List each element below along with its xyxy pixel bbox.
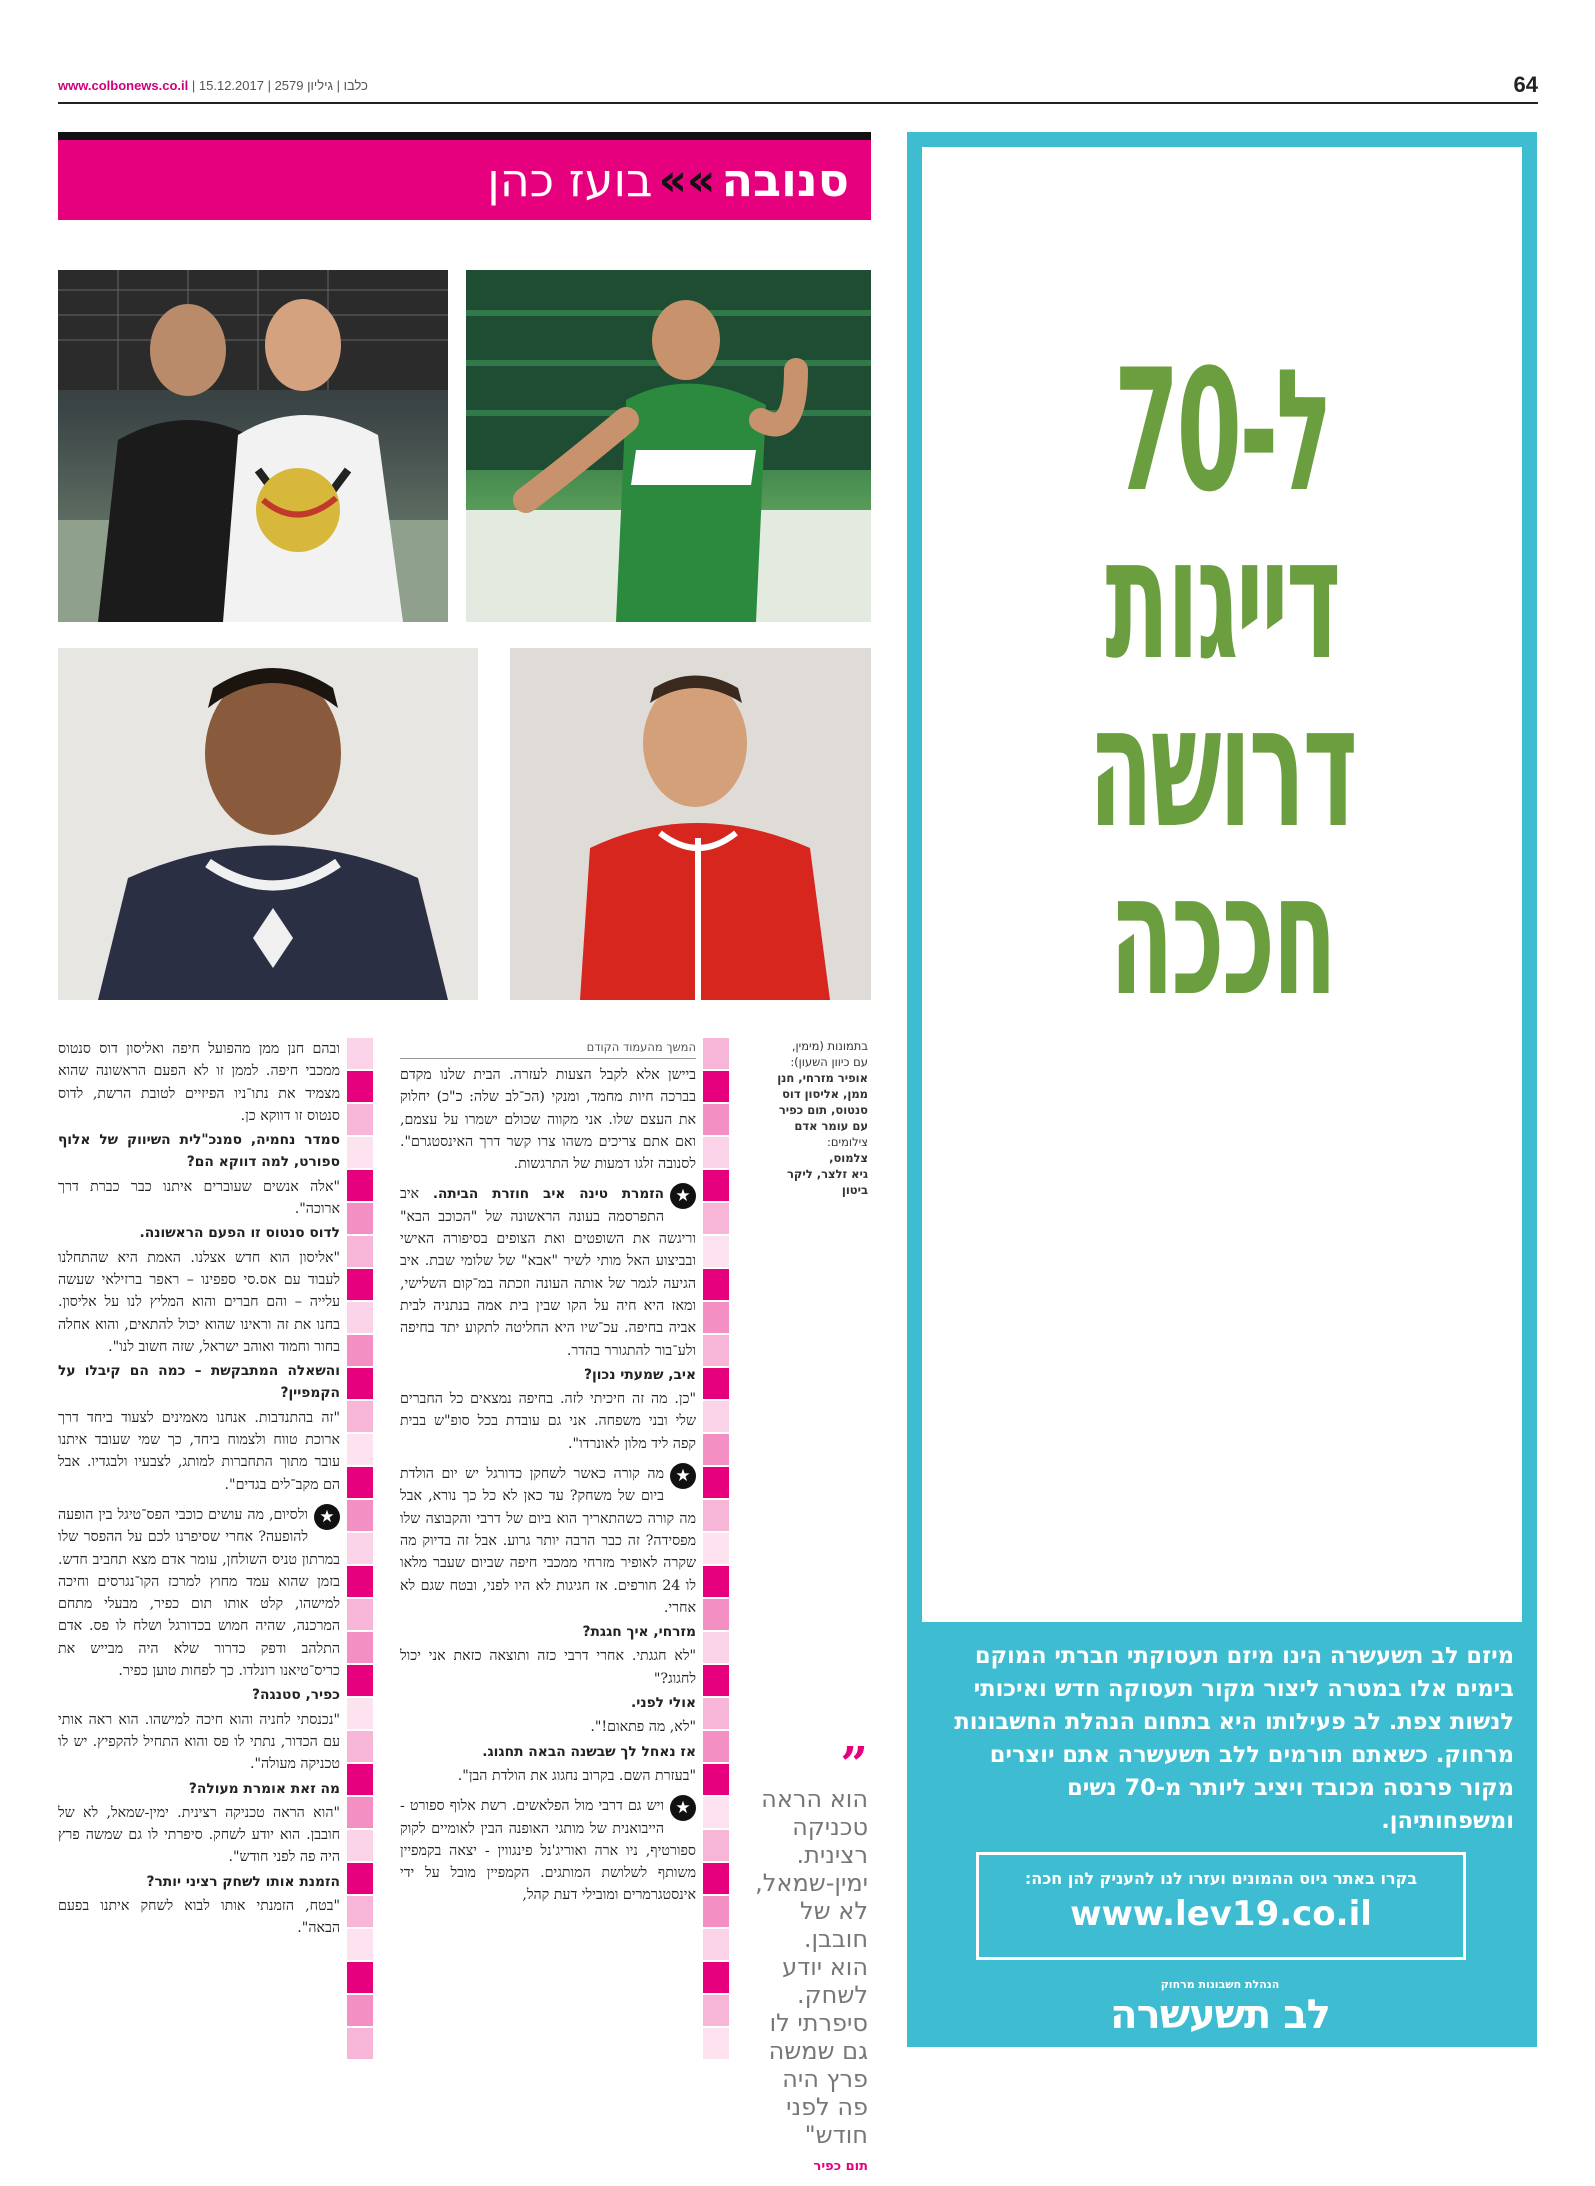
pull-quote-line: הוא יודע	[782, 1953, 868, 1981]
quote-mark-icon: ”	[840, 1737, 868, 1793]
strip-block	[347, 1434, 373, 1465]
strip-block	[703, 1104, 729, 1135]
ad-body-text: מיזם לב תשעשרה הינו מיזם תעסוקתי חברתי המוקם בימים אלו במטרה ליצור מקור תעסוקה חדש ואיכותי לנשות צפת. לב פעילותו היא בתחום הנהלת החשבונות מרחוק. כשאתם תורמים ללב תשעשרה אתם יוצרים מקור פרנסה מכובד ויציב ליותר מ-70 נשים ומשפחותיהן.	[954, 1643, 1514, 1834]
ad-cta-text: בקרו באתר גיוס ההמונים ועזרו לנו להעניק להן חכה:	[1024, 1869, 1418, 1888]
strip-block	[703, 1764, 729, 1795]
pull-quote-line: הוא הראה	[761, 1785, 868, 1813]
strip-block	[347, 1632, 373, 1663]
strip-block	[703, 1467, 729, 1498]
question: לדוס סנטוס זו הפעם הראשונה.	[139, 1225, 340, 1242]
paragraph-text: מה קורה כאשר לשחקן כדורגל יש יום הולדת ביום של משחק? עד כאן לא כל כך נורא, אבל מה קורה כשהתאריך הוא ביום של דרבי והקבוצה שלו מפסידה? זה כבר הרבה יותר גרוע. אבל זה בדיוק מה שקרה לאופיר מזרחי ממכבי חיפה שביום שעבר מלאו לו 24 חורפים. אז חגיגות לא היו לפני, ובטח שגם לא אחרי.	[400, 1466, 696, 1616]
strip-block	[703, 1599, 729, 1630]
caption-names: עם עומר אדם	[794, 1119, 868, 1133]
strip-block	[703, 1368, 729, 1399]
strip-block	[347, 1302, 373, 1333]
question: מה זאת אומרת מעולה?	[188, 1780, 340, 1797]
photo-caption	[746, 1038, 868, 1198]
strip-block	[703, 1236, 729, 1267]
paragraph	[400, 1795, 696, 1906]
strip-block	[347, 1698, 373, 1729]
strip-block	[347, 1995, 373, 2026]
strip-block	[347, 1104, 373, 1135]
strip-block	[347, 1071, 373, 1102]
strip-block	[347, 1764, 373, 1795]
strip-block	[703, 2028, 729, 2059]
paragraph-text: ולסיום, מה עושים כוכבי הפס־טיגל בין הופעה להופעה? אחרי שסיפרנו לכם על ההפסר שלו במרתון טניס השולחן, עומר אדם מצא תחביב חדש. בזמן שהוא עמד מחוץ למרכז הקו־נגרסים וחיכה למישהו, קלט אותו תום כפיר, מבעלי מתחם המרכנה, שהיה חמוש בכדורגל ושלח לו פס. אדם התלהב ודפק כדרור שלא היה מבייש את כריס־טיאנו רונלדו. כך לפחות טוען כפיר.	[58, 1506, 340, 1680]
ad-headline-line: ל-70	[1113, 333, 1331, 529]
strip-block	[347, 1170, 373, 1201]
site-url[interactable]: www.colbonews.co.il	[58, 78, 189, 93]
strip-block	[703, 1566, 729, 1597]
strip-block	[347, 1368, 373, 1399]
column-author: בועז כהן	[487, 153, 653, 207]
arrows-icon: »»	[658, 154, 716, 206]
answer: "זה בהתנדבות. אנחנו מאמינים לצעוד ביחד דרך ארוכת טווח ולצמוח ביחד, כך שמי שעובד איתנו עובר מתוך התחברות למותג, לצבעיו ולבגדיו. אבל הם מקב־לים בגדים".	[58, 1409, 340, 1493]
caption-photo-label: צילומים:	[827, 1135, 868, 1149]
caption-credits: ביטון	[841, 1183, 868, 1197]
strip-block	[347, 1566, 373, 1597]
star-icon: ★	[670, 1183, 696, 1209]
question: הזמנת אותו לשחק רציני יותר?	[146, 1873, 340, 1890]
strip-block	[703, 1896, 729, 1927]
strip-block	[347, 1236, 373, 1267]
ad-headline-panel	[922, 147, 1522, 1622]
column-kicker: סנובה	[721, 153, 849, 207]
paragraph	[58, 1504, 340, 1682]
caption-credits: גיא זלצר, ליקר	[787, 1167, 868, 1181]
strip-block	[703, 1401, 729, 1432]
pull-quote	[746, 1737, 868, 2174]
strip-block	[347, 1038, 373, 1069]
strip-block	[347, 1830, 373, 1861]
strip-block	[347, 1137, 373, 1168]
strip-block	[703, 1632, 729, 1663]
pull-quote-line: גם שמשה	[768, 2037, 868, 2065]
question: אולי לפני.	[631, 1695, 696, 1712]
strip-block	[347, 1335, 373, 1366]
strip-block	[703, 1929, 729, 1960]
caption-names: ממן, אליסון דוס	[782, 1087, 868, 1101]
photo-mamman-dossantos	[58, 270, 448, 622]
answer: "אלה אנשים שעוברים איתנו כבר כברת דרך ארוכה".	[58, 1178, 340, 1218]
pull-quote-line: לא של	[800, 1897, 868, 1925]
strip-block	[703, 1665, 729, 1696]
paragraph	[400, 1463, 696, 1619]
strip-block	[703, 1434, 729, 1465]
strip-block	[347, 1929, 373, 1960]
star-icon: ★	[670, 1463, 696, 1489]
strip-block	[703, 1302, 729, 1333]
answer: "בטח, הזמנתי אותו לבוא לשחק איתנו בפעם הבאה".	[58, 1897, 340, 1937]
page-number: 64	[1513, 72, 1538, 97]
pull-quote-line: סיפרתי לו	[769, 2009, 868, 2037]
caption-names: סנטוס, תום כפיר	[778, 1103, 868, 1117]
decor-strip	[347, 1038, 373, 2061]
strip-block	[703, 1335, 729, 1366]
pull-quote-line: טכניקה	[792, 1813, 868, 1841]
strip-block	[347, 1500, 373, 1531]
ad-cta-box[interactable]	[976, 1852, 1466, 1960]
strip-block	[703, 1203, 729, 1234]
star-icon: ★	[670, 1795, 696, 1821]
strip-block	[703, 1995, 729, 2026]
decor-strip	[703, 1038, 729, 2061]
strip-block	[347, 1665, 373, 1696]
strip-block	[347, 2028, 373, 2059]
answer: "לא חגגתי. אחרי דרבי כזה ותוצאה כזאת אני יכול לחגוג?"	[400, 1648, 696, 1687]
pull-quote-text	[746, 1785, 868, 2149]
strip-block	[347, 1863, 373, 1894]
strip-block	[347, 1269, 373, 1300]
strip-block	[703, 1500, 729, 1531]
strip-block	[347, 1731, 373, 1762]
ad-logo: לב תשעשרה	[1110, 1992, 1330, 2038]
strip-block	[703, 1533, 729, 1564]
article-column-left	[58, 1038, 340, 1942]
strip-block	[347, 1467, 373, 1498]
strip-block	[347, 1203, 373, 1234]
column-banner	[58, 132, 871, 220]
column-rule	[400, 1058, 696, 1059]
strip-block	[347, 1962, 373, 1993]
strip-block	[703, 1830, 729, 1861]
caption-names: אופיר מזרחי, חנן	[777, 1071, 868, 1085]
paragraph	[400, 1183, 696, 1361]
question: איב, שמעתי נכון?	[583, 1366, 696, 1383]
caption-line: עם כיוון השעון):	[790, 1055, 868, 1069]
question: מזרחי, איך חגגת?	[582, 1624, 696, 1641]
ad-headline-line: דרושה	[1088, 669, 1356, 865]
answer: "כן. מה זה חיכיתי לזה. בחיפה נמצאים כל החברים שלי ובני משפחה. אני גם עובדת בכל סופ"ש בבית קפה ליד מלון לאונרדו".	[400, 1391, 696, 1452]
caption-credits: צלמוס,	[829, 1151, 868, 1165]
strip-block	[703, 1863, 729, 1894]
photo-ofir-mizrahi	[466, 270, 871, 622]
header-rule	[58, 102, 1538, 104]
strip-block	[703, 1269, 729, 1300]
strip-block	[347, 1896, 373, 1927]
star-icon: ★	[314, 1504, 340, 1530]
strip-block	[703, 1797, 729, 1828]
strip-block	[703, 1731, 729, 1762]
page-header-info	[58, 78, 368, 93]
pull-quote-line: רצינית.	[796, 1841, 868, 1869]
pull-quote-line: ימין-שמאל,	[755, 1869, 868, 1897]
paragraph-text: איב התפרסמה בעונה הראשונה של "הכוכב הבא" וריגשה את השופטים ואת הצופים בסיפורה האישי ובביצוע האל מותי לשיר "אבא" של שלומי שבת. איב הגיעה לגמר של אותה העונה וזכתה במ־קום השלישי, ומאז היא חיה על הקו שבין בית אמה בנתניה לבית אביה בחיפה. עכ־שיו היא החליטה לתקוע יתד בחיפה ולע־בור להתגורר בהדר.	[400, 1186, 696, 1359]
pull-quote-credit: תום כפיר	[813, 2159, 868, 2174]
pull-quote-line: חובבן.	[803, 1925, 868, 1953]
question: כפיר, סטנגה?	[252, 1687, 340, 1704]
strip-block	[703, 1071, 729, 1102]
strip-block	[347, 1797, 373, 1828]
photo-ofir-mizrahi-red	[510, 648, 871, 1000]
paragraph-text: ויש גם דרבי מול הפלאשים. רשת אלוף ספורט - הייבואנית של מותגי האופנה הבין לאומיים לקוק ספורטיף, ניו ארה ואוריג'נל פינגווין - יצאה בקמפיין משותף לשלושת המותגים. הקמפיין מובל על ידי אינסטגרמרים ומובילי דעת קהל,	[400, 1798, 696, 1904]
ad-url-link[interactable]: www.lev19.co.il	[1070, 1894, 1372, 1934]
answer: "לא, מה פתאום!".	[590, 1719, 696, 1736]
question: אז נאחל לך שבשנה הבאה תחגוג.	[482, 1743, 696, 1760]
strip-block	[703, 1137, 729, 1168]
paragraph: ביישן אלא לקבל הצעות לעזרה. הבית שלנו מקדם בברכה חיות מחמד, ומנקי (הכ־לב שלה: כ"כ) יחלוק את העצם שלו. אני מקווה שכולם ישמרו על עצמם, ואם אתם צריכים משהו צרו קשר דרך האינסטגרם". לסנובה זלגו דמעות של התרגשות.	[400, 1067, 696, 1173]
caption-line: בתמונות (מימין,	[791, 1039, 868, 1053]
issue-info: | כלבו | גיליון 2579 | 15.12.2017	[191, 78, 368, 93]
strip-block	[703, 1038, 729, 1069]
strip-block	[703, 1698, 729, 1729]
continued-note: המשך מהעמוד הקודם	[586, 1040, 696, 1054]
strip-block	[347, 1533, 373, 1564]
paragraph: ובהם חנן ממן מהפועל חיפה ואליסון דוס סנטוס ממכבי חיפה. לממן זו לא הפעם הראשונה שהוא מצמיד את נתו־ניו הפיזיים לטובת הרשת, לדוס סנטוס זו דווקא כן.	[58, 1041, 340, 1124]
pull-quote-line: לשחק.	[797, 1981, 868, 2009]
answer: "בעזרת השם. בקרוב נחגוג את הולדת הבן".	[457, 1767, 696, 1784]
ad-logo-tagline: הנהלת חשבונות מרחוק	[1160, 1978, 1280, 1991]
pull-quote-line: פה לפני	[786, 2093, 868, 2121]
pull-quote-line: חודש"	[804, 2121, 868, 2149]
answer: "אליסון הוא חדש אצלנו. האמת היא שהתחלנו לעבוד עם אס.סי ספפינו – ראפר ברזילאי שעשה עלייה – והם חברים והוא המליץ לנו על אליסון. בחנו את זה וראינו שהוא יכול להתאים, והוא אחלה בחור וחמוד ואוהב ישראל, שזה חשוב לנו".	[58, 1249, 340, 1355]
strip-block	[347, 1599, 373, 1630]
strip-block	[703, 1170, 729, 1201]
strip-block	[703, 1962, 729, 1993]
ad-headline-line: דייגות	[1105, 501, 1339, 697]
article-column-middle	[400, 1064, 696, 1909]
ad-headline-line: חככה	[1109, 837, 1335, 1033]
photo-alison-dos-santos	[58, 648, 478, 1000]
pull-quote-line: פרץ היה	[782, 2065, 868, 2093]
question: והשאלה המתבקשת – כמה הם קיבלו על הקמפיין?	[58, 1363, 340, 1402]
question: סמדר נחמיה, סמנכ"לית השיווק של אלוף ספורט, למה דווקא הם?	[58, 1132, 340, 1171]
answer: "נכנסתי לחניה והוא חיכה למישהו. הוא ראה אותי עם הכדור, נתתי לו פס והוא התחיל להקפיץ. יש לו טכניקה מעולה".	[58, 1711, 340, 1773]
lead-in: הזמרת טינה איב חוזרת הביתה.	[432, 1186, 664, 1203]
strip-block	[347, 1401, 373, 1432]
answer: "הוא הראה טכניקה רצינית. ימין-שמאל, לא של חובבן. הוא יודע לשחק. סיפרתי לו גם שמשה פרץ היה פה לפני חודש".	[58, 1804, 340, 1866]
